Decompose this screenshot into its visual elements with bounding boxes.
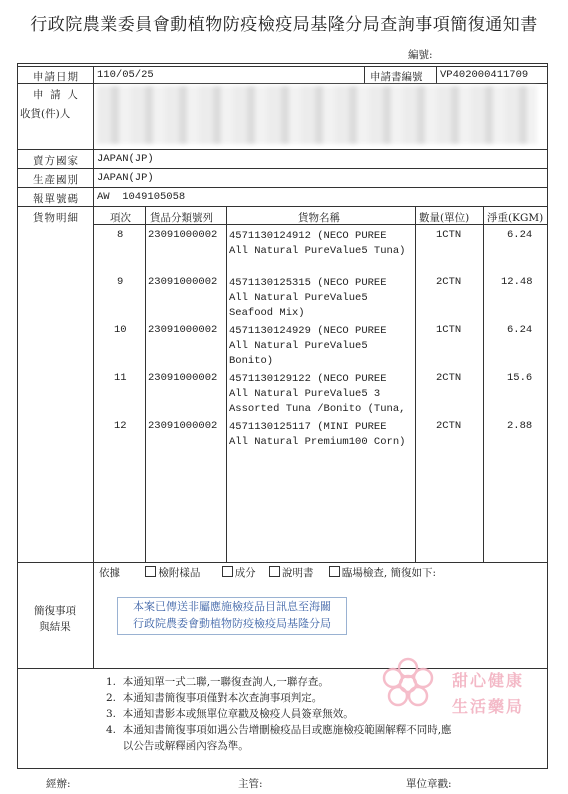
sample-option: 檢附樣品 bbox=[158, 567, 201, 579]
basis-row bbox=[99, 565, 436, 580]
table-row-qty: 2CTN bbox=[436, 420, 462, 432]
declaration-no-value: AW 1049105058 bbox=[97, 191, 186, 203]
applicant-label: 申 請 人 bbox=[33, 89, 78, 101]
origin-country-label: 生產國別 bbox=[33, 174, 79, 186]
table-row-no: 8 bbox=[117, 229, 124, 241]
ingredient-option: 成分 bbox=[234, 567, 256, 579]
form-no-label: 申請書編號 bbox=[370, 71, 423, 83]
onsite-option: 臨場檢查, 簡復如下: bbox=[341, 567, 437, 579]
handler-label: 經辦: bbox=[46, 778, 71, 790]
table-row-no: 11 bbox=[114, 372, 127, 384]
table-row-name: 4571130124929 (NECO PUREE All Natural PureValue5 Bonito) bbox=[229, 325, 387, 367]
stamp-line-2: 行政院農委會動植物防疫檢疫局基隆分局 bbox=[133, 617, 331, 630]
manual-option: 說明書 bbox=[282, 567, 314, 579]
col-header-no: 項次 bbox=[110, 212, 131, 224]
apply-date-label: 申請日期 bbox=[33, 71, 79, 83]
note-item: 3. 本通知書影本或無單位章戳及檢疫人員簽章無效。 bbox=[106, 708, 354, 720]
seller-country-value: JAPAN(JP) bbox=[97, 153, 154, 165]
manual-checkbox[interactable] bbox=[269, 566, 280, 577]
table-row-weight: 2.88 bbox=[507, 420, 533, 432]
note-item: 2. 本通知書簡復事項僅對本次查詢事項判定。 bbox=[106, 692, 323, 704]
table-row-code: 23091000002 bbox=[148, 420, 218, 432]
table-row-code: 23091000002 bbox=[148, 324, 218, 336]
watermark-line-2: 生活藥局 bbox=[452, 697, 525, 716]
flower-logo-icon bbox=[378, 654, 438, 714]
origin-country-value: JAPAN(JP) bbox=[97, 172, 154, 184]
col-header-code: 貨品分類號列 bbox=[150, 212, 213, 224]
watermark-line-1: 甜心健康 bbox=[452, 671, 525, 690]
ingredient-checkbox[interactable] bbox=[222, 566, 233, 577]
note-item: 4. 本通知書簡復事項如遇公告增刪檢疫品目或應施檢疫範圍解釋不同時,應 以公告或解釋函內容為準。 bbox=[106, 724, 452, 752]
reply-label: 簡復事項 與結果 bbox=[34, 605, 76, 633]
document-title: 行政院農業委員會動植物防疫檢疫局基隆分局查詢事項簡復通知書 bbox=[30, 15, 538, 35]
basis-label: 依據 bbox=[99, 567, 120, 579]
unit-seal-label: 單位章戳: bbox=[406, 778, 452, 790]
supervisor-label: 主管: bbox=[238, 778, 263, 790]
table-row-code: 23091000002 bbox=[148, 372, 218, 384]
table-row-name: 4571130125117 (MINI PUREE All Natural Premium100 Corn) bbox=[229, 421, 406, 448]
apply-date-value: 110/05/25 bbox=[97, 69, 154, 81]
table-row-no: 12 bbox=[114, 420, 127, 432]
table-row-weight: 6.24 bbox=[507, 324, 533, 336]
table-row-code: 23091000002 bbox=[148, 276, 218, 288]
declaration-no-label: 報單號碼 bbox=[33, 193, 79, 205]
table-row-weight: 6.24 bbox=[507, 229, 533, 241]
goods-label: 貨物明細 bbox=[33, 212, 79, 224]
col-header-name: 貨物名稱 bbox=[298, 212, 340, 224]
table-row-name: 4571130124912 (NECO PUREE All Natural PureValue5 Tuna) bbox=[229, 230, 406, 257]
table-row-weight: 12.48 bbox=[501, 276, 533, 288]
consignee-label: 收貨(件)人 bbox=[20, 108, 71, 120]
table-row-qty: 2CTN bbox=[436, 372, 462, 384]
note-item: 1. 本通知單一式二聯,一聯復查詢人,一聯存查。 bbox=[106, 676, 329, 688]
stamp-line-1: 本案已傳送非屬應施檢疫品目訊息至海關 bbox=[133, 600, 331, 613]
table-row-name: 4571130129122 (NECO PUREE All Natural PureValue5 3 Assorted Tuna /Bonito (Tuna, bbox=[229, 373, 406, 415]
onsite-checkbox[interactable] bbox=[329, 566, 340, 577]
table-row-weight: 15.6 bbox=[507, 372, 533, 384]
seller-country-label: 賣方國家 bbox=[33, 155, 79, 167]
quarantine-stamp bbox=[117, 597, 347, 635]
table-row-qty: 1CTN bbox=[436, 229, 462, 241]
sample-checkbox[interactable] bbox=[145, 566, 156, 577]
redacted-applicant bbox=[97, 86, 537, 144]
col-header-weight: 淨重(KGM) bbox=[487, 212, 544, 224]
serial-label: 編號: bbox=[408, 49, 433, 61]
table-row-name: 4571130125315 (NECO PUREE All Natural PureValue5 Seafood Mix) bbox=[229, 277, 387, 319]
form-no-value: VP402000411709 bbox=[440, 69, 529, 81]
table-row-qty: 1CTN bbox=[436, 324, 462, 336]
col-header-qty: 數量(單位) bbox=[419, 212, 470, 224]
table-row-qty: 2CTN bbox=[436, 276, 462, 288]
table-row-code: 23091000002 bbox=[148, 229, 218, 241]
table-row-no: 10 bbox=[114, 324, 127, 336]
table-row-no: 9 bbox=[117, 276, 124, 288]
